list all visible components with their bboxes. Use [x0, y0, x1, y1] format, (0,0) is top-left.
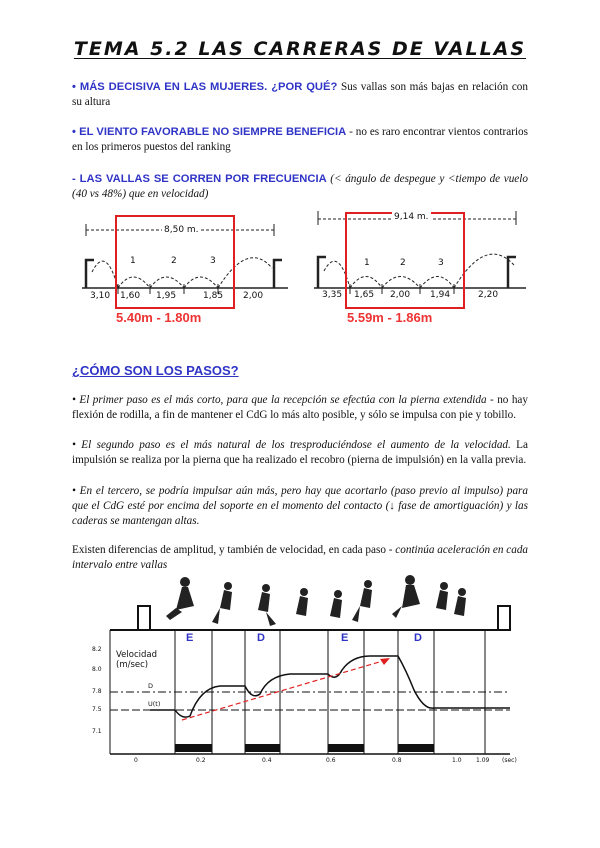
step-number: 1 — [364, 258, 370, 268]
phase-label: E — [186, 632, 194, 644]
distance-label: 1,65 — [354, 290, 375, 300]
distance-label: 1,95 — [156, 291, 177, 301]
ytick-label: 8.2 — [92, 646, 102, 653]
xtick-label: 1.09 — [476, 757, 490, 764]
distance-label: 2,20 — [478, 290, 499, 300]
stride-summary-left: 5.40m - 1.80m — [116, 310, 202, 325]
paragraph-frequency — [72, 172, 528, 202]
paragraph-italic: • En el tercero, se podría impulsar aún más, pero hay que acortarlo (paso previo al impulso) para que el CdG esté por encima del soporte en el momento del contacto (↓ fase de amortiguación) y las caderas se mantengan altas. — [72, 485, 528, 527]
paragraph-text: (< ángulo de despegue y <tiempo de vuelo (40 vs 48%) que en velocidad) — [72, 173, 528, 200]
phase-label: E — [341, 632, 349, 644]
stride-summary-right: 5.59m - 1.86m — [347, 310, 433, 325]
paragraph-text: Sus vallas son más bajas en relación con su altura — [72, 81, 528, 108]
paragraph-text: Existen diferencias de amplitud, y también de velocidad, en cada paso - — [72, 544, 396, 556]
paragraph-text: La impulsión se realiza por la pierna que ha realizado el recobro (pierna de impulsión) en la valla previa. — [72, 439, 528, 466]
ytick-label: 7.5 — [92, 706, 102, 713]
ytick-label: 7.8 — [92, 688, 102, 695]
bullet-heading: • EL VIENTO FAVORABLE NO SIEMPRE BENEFICIA — [72, 126, 347, 138]
distance-label: 2,00 — [243, 291, 264, 301]
xtick-label: 0 — [134, 757, 138, 764]
phase-label: D — [257, 632, 265, 644]
xtick-label: 0.2 — [196, 757, 206, 764]
paragraph-wind — [72, 125, 528, 155]
ytick-label: 8.0 — [92, 666, 102, 673]
paragraph-third-step — [72, 484, 528, 529]
paragraph-differences — [72, 543, 528, 573]
step-number: 2 — [400, 258, 406, 268]
ylabel-line2: (m/sec) — [116, 660, 149, 670]
distance-label: 1,94 — [430, 290, 451, 300]
paragraph-women — [72, 80, 528, 110]
xtick-label: 0.4 — [262, 757, 272, 764]
step-number: 3 — [438, 258, 444, 268]
bullet-heading: - LAS VALLAS SE CORREN POR FRECUENCIA — [72, 173, 327, 185]
line-label: D — [148, 682, 154, 690]
step-number: 3 — [210, 256, 216, 266]
xtick-label: 0.8 — [392, 757, 402, 764]
span-label-left: 8,50 m. — [164, 225, 199, 235]
xtick-label: 1.0 — [452, 757, 462, 764]
paragraph-second-step — [72, 438, 528, 468]
paragraph-italic: continúa aceleración en cada intervalo entre vallas — [72, 544, 529, 571]
distance-label: 1,85 — [203, 291, 224, 301]
paragraph-text: - no hay flexión de rodilla, a fin de mantener el CdG lo más alto posible, y sólo se impulsa con pie y tobillo. — [72, 394, 528, 421]
ytick-label: 7.1 — [92, 728, 102, 735]
bullet-heading: • MÁS DECISIVA EN LAS MUJERES. ¿POR QUÉ? — [72, 81, 338, 93]
ylabel-line1: Velocidad — [116, 650, 157, 660]
step-number: 1 — [130, 256, 136, 266]
distance-label: 2,00 — [390, 290, 411, 300]
section-heading-steps: ¿CÓMO SON LOS PASOS? — [72, 363, 239, 378]
distance-label: 3,35 — [322, 290, 343, 300]
paragraph-italic: • El primer paso es el más corto, para que la recepción se efectúa con la pierna extendida — [72, 394, 487, 406]
xaxis-unit: (sec) — [502, 757, 517, 764]
span-label-right: 9,14 m. — [394, 212, 429, 222]
graph-ylabel — [116, 650, 157, 670]
step-number: 2 — [171, 256, 177, 266]
line-label: U(t) — [148, 700, 161, 708]
hurdler-silhouettes — [166, 575, 466, 626]
phase-label: D — [414, 632, 422, 644]
paragraph-italic: • El segundo paso es el más natural de los tresproduciéndose el aumento de la velocidad. — [72, 439, 511, 451]
xtick-label: 0.6 — [326, 757, 336, 764]
page-title: TEMA 5.2 LAS CARRERAS DE VALLAS — [73, 38, 527, 60]
velocity-graph — [90, 570, 530, 770]
distance-label: 1,60 — [120, 291, 141, 301]
distance-label: 3,10 — [90, 291, 111, 301]
paragraph-first-step — [72, 393, 528, 423]
paragraph-text: - no es raro encontrar vientos contrarios en los primeros puestos del ranking — [72, 126, 528, 153]
